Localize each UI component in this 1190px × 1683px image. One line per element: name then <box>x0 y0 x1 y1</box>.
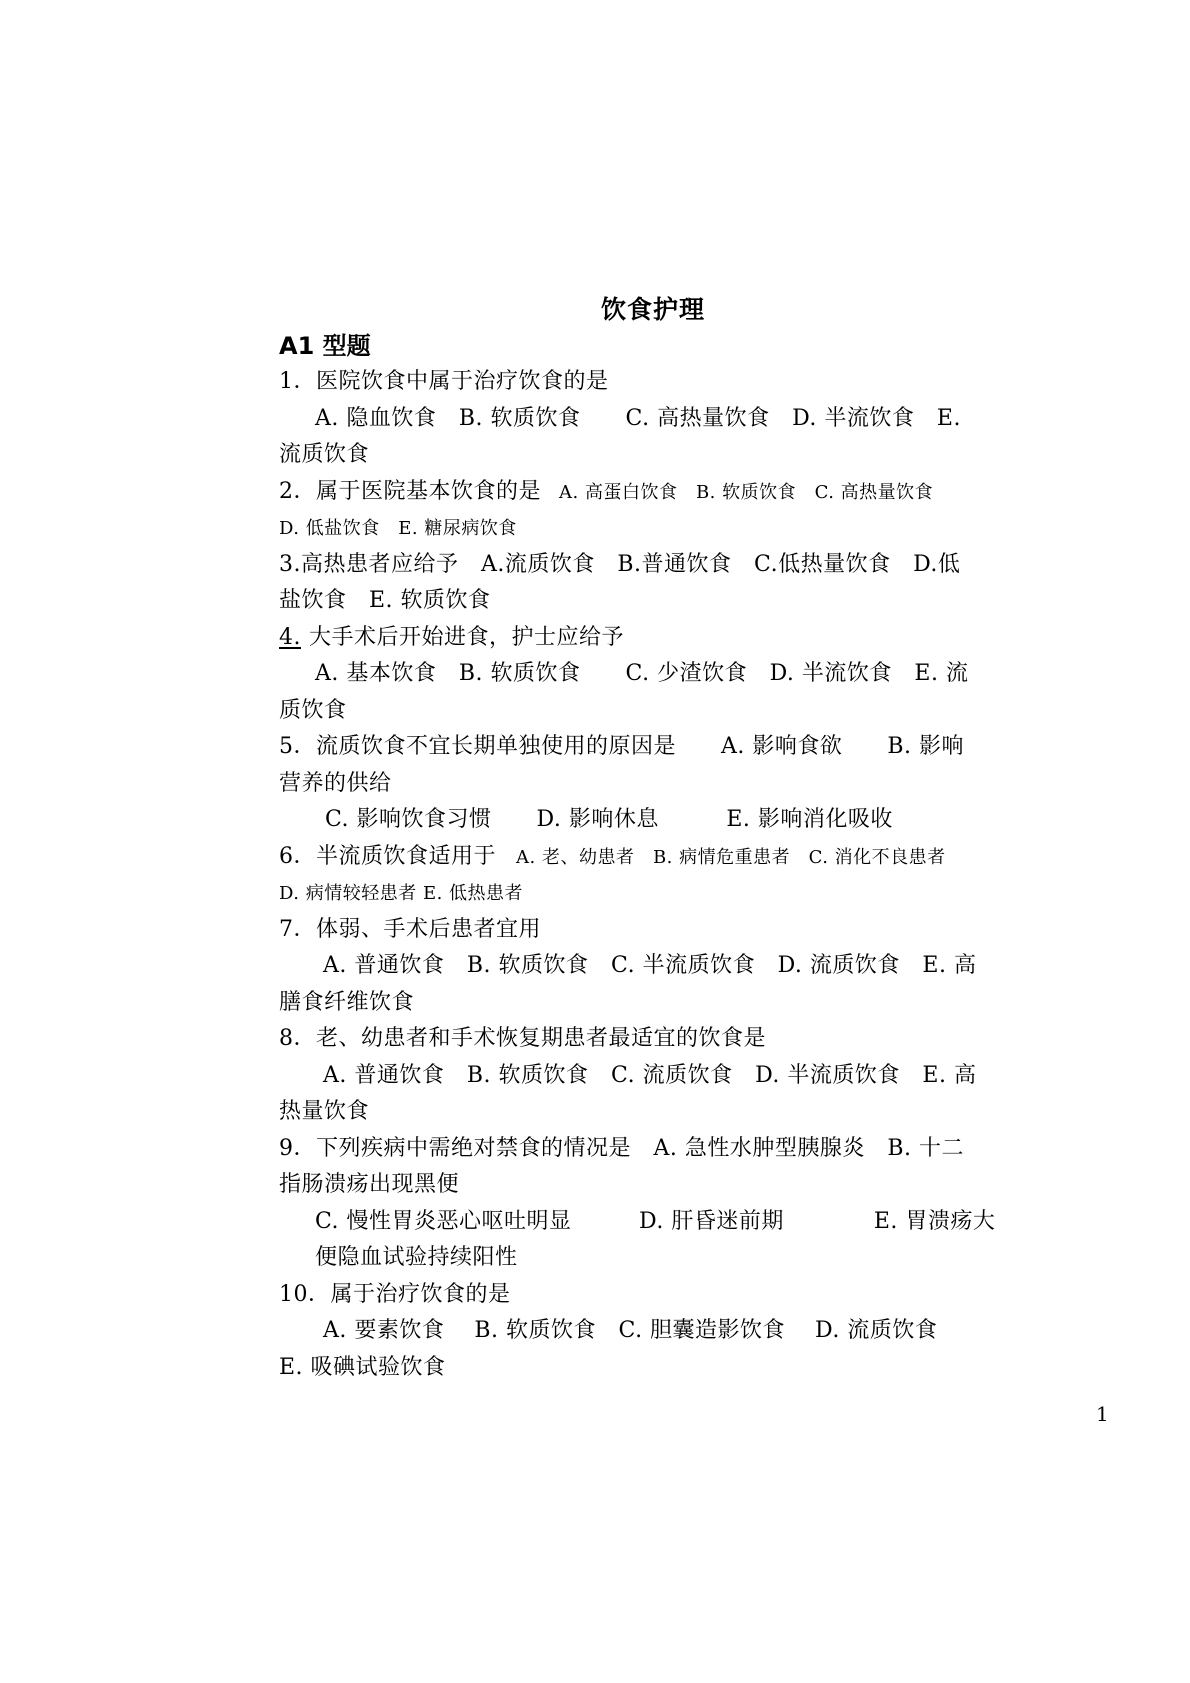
question-9-stem: 9．下列疾病中需绝对禁食的情况是 A. 急性水肿型胰腺炎 B. 十二 <box>279 1135 965 1161</box>
question-8-options: A. 普通饮食 B. 软质饮食 C. 流质饮食 D. 半流质饮食 E. 高 <box>323 1062 977 1088</box>
question-7-options: A. 普通饮食 B. 软质饮食 C. 半流质饮食 D. 流质饮食 E. 高 <box>323 953 977 978</box>
question-2-options-cont: D. 低盐饮食 E. 糖尿病饮食 <box>279 517 517 539</box>
question-9-options: C. 慢性胃炎恶心呕吐明显 D. 肝昏迷前期 E. 胃溃疡大 <box>315 1208 996 1234</box>
document-content <box>279 292 1031 1386</box>
question-1-options-cont: 流质饮食 <box>279 442 370 467</box>
question-5-stem: 5．流质饮食不宜长期单独使用的原因是 A. 影响食欲 B. 影响 <box>279 734 965 759</box>
question-10-stem: 10．属于治疗饮食的是 <box>279 1281 511 1307</box>
page-number: 1 <box>1096 1402 1109 1426</box>
question-2-stem: 2．属于医院基本饮食的是 <box>279 478 541 504</box>
question-6-options: A. 老、幼患者 B. 病情危重患者 C. 消化不良患者 <box>516 846 946 868</box>
question-4-line <box>279 620 1031 657</box>
question-4-options: A. 基本饮食 B. 软质饮食 C. 少渣饮食 D. 半流饮食 E. 流 <box>315 661 969 686</box>
question-1-stem: 1．医院饮食中属于治疗饮食的是 <box>279 369 609 394</box>
question-5-options: C. 影响饮食习惯 D. 影响休息 E. 影响消化吸收 <box>325 807 893 832</box>
question-4-options-cont: 质饮食 <box>279 697 347 723</box>
question-3-stem: 3.高热患者应给予 A.流质饮食 B.普通饮食 C.低热量饮食 D.低 <box>279 551 961 577</box>
question-6-stem: 6．半流质饮食适用于 <box>279 843 496 869</box>
question-10-options-cont: E. 吸碘试验饮食 <box>279 1354 446 1380</box>
question-2-line <box>279 474 1031 511</box>
question-3-options-cont: 盐饮食 E. 软质饮食 <box>279 588 491 613</box>
question-7-stem: 7．体弱、手术后患者宜用 <box>279 916 541 942</box>
question-6-line <box>279 839 1031 876</box>
question-7-options-cont: 膳食纤维饮食 <box>279 989 415 1015</box>
section-heading: A1 型题 <box>279 332 371 360</box>
question-2-options: A. 高蛋白饮食 B. 软质饮食 C. 高热量饮食 <box>559 481 934 503</box>
question-9-options-cont: 指肠溃疡出现黑便 <box>279 1172 460 1197</box>
page-title: 饮食护理 <box>600 295 705 324</box>
question-6-options-cont: D. 病情较轻患者 E. 低热患者 <box>279 882 524 904</box>
question-5-options-cont: 营养的供给 <box>279 770 392 796</box>
question-4-number: 4. <box>279 624 301 650</box>
question-10-options: A. 要素饮食 B. 软质饮食 C. 胆囊造影饮食 D. 流质饮食 <box>323 1318 938 1343</box>
question-9-options-cont2: 便隐血试验持续阳性 <box>315 1245 518 1270</box>
question-1-options: A. 隐血饮食 B. 软质饮食 C. 高热量饮食 D. 半流饮食 E. <box>315 405 961 431</box>
question-8-options-cont: 热量饮食 <box>279 1099 370 1124</box>
question-8-stem: 8．老、幼患者和手术恢复期患者最适宜的饮食是 <box>279 1026 766 1051</box>
question-4-stem: 大手术后开始进食，护士应给予 <box>309 624 625 650</box>
